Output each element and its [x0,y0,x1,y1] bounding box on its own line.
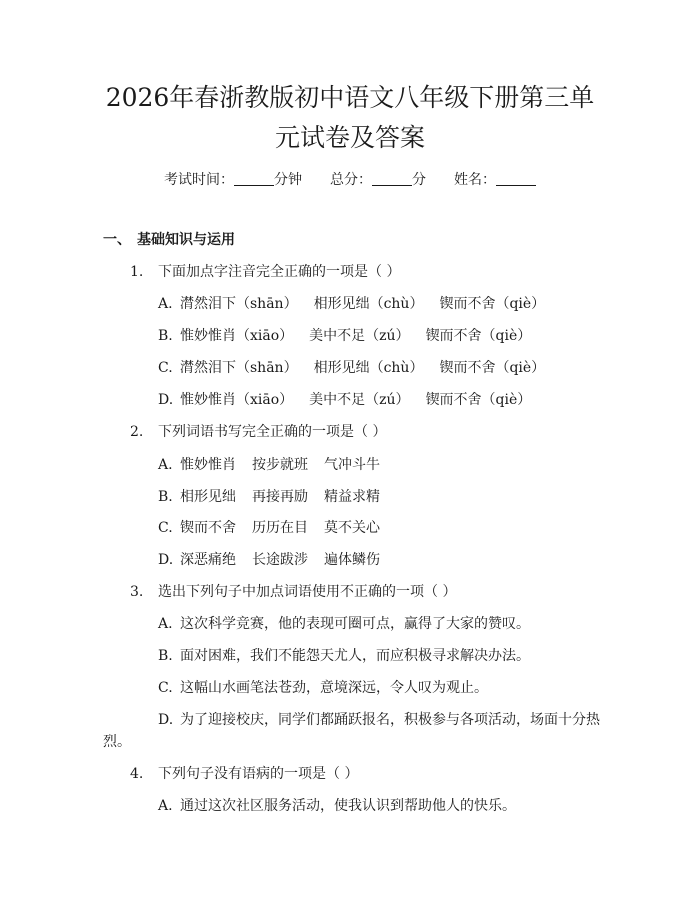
option-segment: 锲而不舍（qiè） [439,360,546,376]
q2-option-c [158,517,396,537]
option-segment: 锲而不舍（qiè） [425,392,532,408]
option-segment: 历历在目 [252,520,308,536]
option-label: B. [158,648,173,664]
option-segment: 惟妙惟肖 [180,457,236,473]
q2-option-a [158,454,396,474]
option-segment: 潸然泪下（shān） [180,296,298,312]
time-label: 考试时间： [164,172,234,188]
time-blank [234,171,274,186]
option-segment: 深恶痛绝 [180,552,236,568]
exam-title-line1: 2026年春浙教版初中语文八年级下册第三单 [105,83,595,112]
question-text: 下面加点字注音完全正确的一项是（ ） [158,264,401,280]
question-4 [130,763,358,783]
name-blank [496,171,536,186]
option-text: 为了迎接校庆，同学们都踊跃报名，积极参与各项活动，场面十分热 [180,712,600,728]
option-label: C. [158,360,173,376]
question-number: 2. [130,424,144,440]
option-text: 面对困难，我们不能怨天尤人，而应积极寻求解决办法。 [180,648,530,664]
option-segment: 相形见绌 [180,489,236,505]
option-label: A. [158,457,173,473]
question-text: 下列句子没有语病的一项是（ ） [158,766,359,782]
exam-meta [0,169,700,189]
q3-option-a [158,613,530,633]
option-segment: 长途跋涉 [252,552,308,568]
option-label: C. [158,680,173,696]
option-segment: 惟妙惟肖（xiāo） [180,392,294,408]
option-segment: 按步就班 [252,457,308,473]
q1-option-b [158,325,547,345]
option-text: 这幅山水画笔法苍劲，意境深远，令人叹为观止。 [180,680,488,696]
option-segment: 再接再励 [252,489,308,505]
option-segment: 潸然泪下（shān） [180,360,298,376]
section-heading [103,229,235,249]
name-label: 姓名： [454,172,496,188]
q1-option-d [158,389,547,409]
score-label: 总分： [330,172,372,188]
q3-option-c [158,677,488,697]
option-segment: 相形见绌（chù） [313,296,424,312]
question-number: 3. [130,584,144,600]
question-2 [130,421,386,441]
section-number: 一、 [103,232,131,248]
option-label: A. [158,798,173,814]
option-text: 通过这次社区服务活动，使我认识到帮助他人的快乐。 [180,798,516,814]
score-blank [372,171,412,186]
question-1 [130,261,400,281]
option-segment: 美中不足（zú） [309,328,410,344]
q2-option-b [158,486,396,506]
option-segment: 精益求精 [324,489,380,505]
option-label: B. [158,489,173,505]
q1-option-c [158,357,561,377]
option-label: D. [158,712,174,728]
q3-option-d [158,709,600,729]
question-number: 4. [130,766,144,782]
option-label: C. [158,520,173,536]
option-label: D. [158,392,174,408]
exam-title-line2: 元试卷及答案 [274,123,425,152]
option-label: D. [158,552,174,568]
option-segment: 锲而不舍（qiè） [439,296,546,312]
option-text: 这次科学竞赛，他的表现可圈可点，赢得了大家的赞叹。 [180,616,530,632]
time-unit: 分钟 [274,172,302,188]
question-number: 1. [130,264,144,280]
question-text: 选出下列句子中加点词语使用不正确的一项（ ） [158,584,457,600]
section-title: 基础知识与运用 [137,232,235,248]
option-label: B. [158,328,173,344]
q1-option-a [158,293,561,313]
option-label: A. [158,296,173,312]
option-segment: 莫不关心 [324,520,380,536]
option-segment: 遍体鳞伤 [324,552,380,568]
q3-option-b [158,645,530,665]
option-segment: 惟妙惟肖（xiāo） [180,328,294,344]
question-3 [130,581,456,601]
score-unit: 分 [412,172,426,188]
option-segment: 美中不足（zú） [309,392,410,408]
q2-option-d [158,549,396,569]
question-text: 下列词语书写完全正确的一项是（ ） [158,424,387,440]
option-segment: 相形见绌（chù） [313,360,424,376]
option-segment: 锲而不舍 [180,520,236,536]
q3-option-d-wrap: 烈。 [103,734,131,750]
option-segment: 锲而不舍（qiè） [425,328,532,344]
q4-option-a [158,795,516,815]
option-label: A. [158,616,173,632]
option-segment: 气冲斗牛 [324,457,380,473]
